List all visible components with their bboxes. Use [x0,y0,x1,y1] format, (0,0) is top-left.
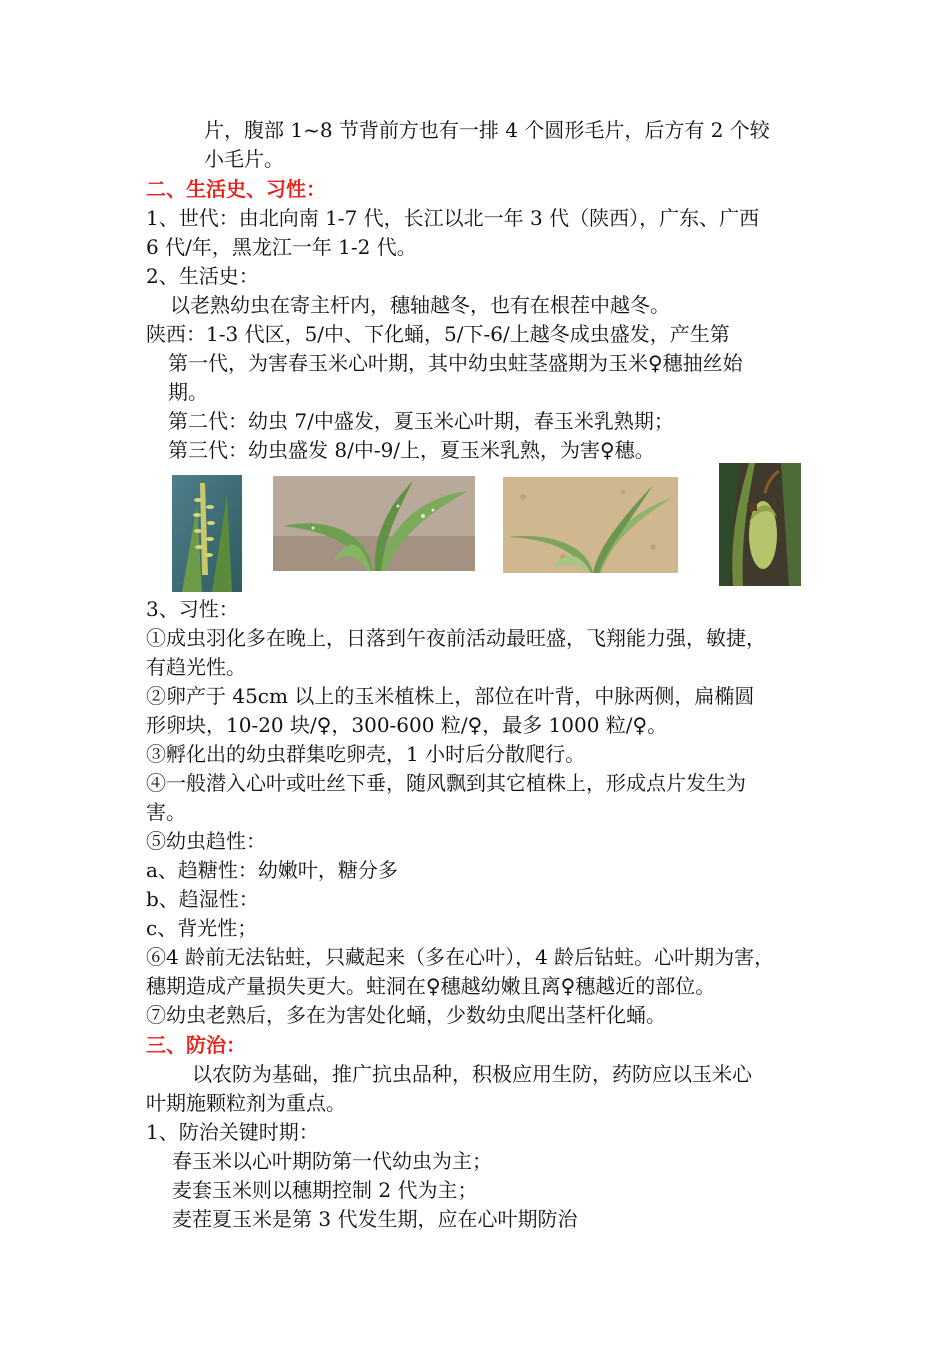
habit-5: ⑤幼虫趋性： [146,829,266,853]
habit-2-line-2: 形卵块，10-20 块/♀，300-600 粒/♀，最多 1000 粒/♀。 [146,713,668,737]
lifecycle-shaanxi-2: 第一代，为害春玉米心叶期，其中幼虫蛀茎盛期为玉米♀穗抽丝始 [168,351,743,375]
section-3-heading: 三、防治： [146,1033,246,1057]
habit-3: ③孵化出的幼虫群集吃卵壳，1 小时后分散爬行。 [146,742,586,766]
habit-5c: c、背光性； [146,916,258,940]
habit-6-line-2: 穗期造成产量损失更大。蛀洞在♀穗越幼嫩且离♀穗越近的部位。 [146,974,716,998]
intro-line-1: 片，腹部 1~8 节背前方也有一排 4 个圆形毛片，后方有 2 个较 [204,118,770,142]
lifecycle-gen-2: 第二代：幼虫 7/中盛发，夏玉米心叶期，春玉米乳熟期； [168,409,674,433]
habit-4-line-1: ④一般潜入心叶或吐丝下垂，随风飘到其它植株上，形成点片发生为 [146,771,746,795]
generation-line-1: 1、世代：由北向南 1-7 代，长江以北一年 3 代（陕西），广东、广西 [146,206,760,230]
intro-line-2: 小毛片。 [204,147,284,171]
lifecycle-shaanxi-1: 陕西：1-3 代区，5/中、下化蛹，5/下-6/上越冬成虫盛发，产生第 [146,322,730,346]
control-key-2: 麦套玉米则以穗期控制 2 代为主； [172,1178,478,1202]
habit-5a: a、趋糖性：幼嫩叶，糖分多 [146,858,398,882]
control-key-heading: 1、防治关键时期： [146,1120,319,1144]
lifecycle-shaanxi-3: 期。 [168,380,208,404]
seedling-on-soil-photo [503,477,678,573]
habit-2-line-1: ②卵产于 45cm 以上的玉米植株上，部位在叶背，中脉两侧，扁椭圆 [146,684,755,708]
habit-4-line-2: 害。 [146,800,186,824]
seedling-leaf-damage-photo [273,476,475,571]
lifecycle-overwinter: 以老熟幼虫在寄主杆内，穗轴越冬，也有在根茬中越冬。 [170,293,670,317]
control-key-3: 麦茬夏玉米是第 3 代发生期，应在心叶期防治 [172,1207,578,1231]
habit-1-line-1: ①成虫羽化多在晚上，日落到午夜前活动最旺盛，飞翔能力强，敏捷， [146,626,766,650]
generation-line-2: 6 代/年，黑龙江一年 1-2 代。 [146,235,417,259]
control-intro-line-1: 以农防为基础，推广抗虫品种，积极应用生防，药防应以玉米心 [192,1062,752,1086]
habit-6-line-1: ⑥4 龄前无法钻蛀，只藏起来（多在心叶），4 龄后钻蛀。心叶期为害， [146,945,775,969]
habit-1-line-2: 有趋光性。 [146,655,246,679]
habit-7: ⑦幼虫老熟后，多在为害处化蛹，少数幼虫爬出茎杆化蛹。 [146,1003,666,1027]
corn-ear-photo [719,463,801,586]
lifecycle-gen-3: 第三代：幼虫盛发 8/中-9/上，夏玉米乳熟，为害♀穗。 [168,438,655,462]
tassel-photo [172,475,242,592]
habit-5b: b、趋湿性： [146,887,259,911]
control-key-1: 春玉米以心叶期防第一代幼虫为主； [172,1149,492,1173]
habits-heading: 3、习性： [146,597,239,621]
section-2-heading: 二、生活史、习性： [146,177,326,201]
control-intro-line-2: 叶期施颗粒剂为重点。 [146,1091,346,1115]
lifecycle-heading: 2、生活史： [146,264,259,288]
